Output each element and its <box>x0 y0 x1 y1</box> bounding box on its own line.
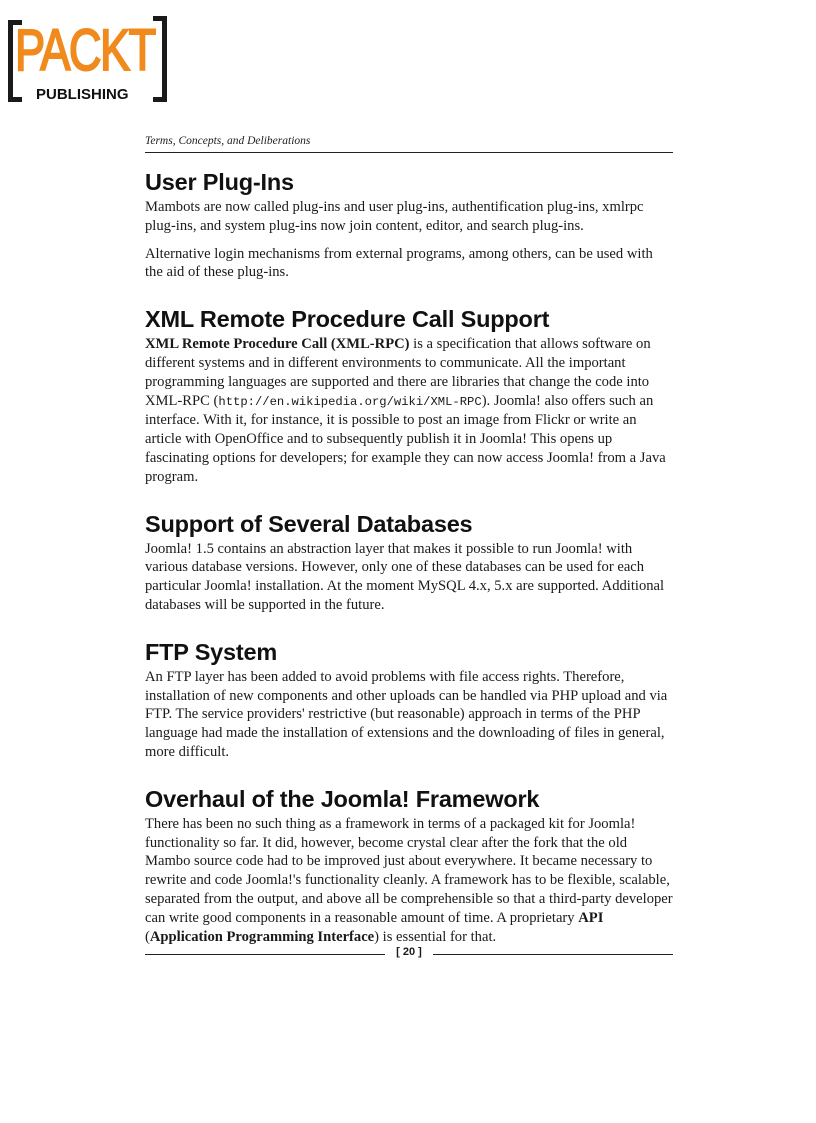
page-footer <box>145 945 673 963</box>
wikipedia-url[interactable]: http://en.wikipedia.org/wiki/XML-RPC <box>218 394 482 409</box>
section-heading-framework: Overhaul of the Joomla! Framework <box>145 785 540 812</box>
paragraph: Mambots are now called plug-ins and user plug-ins, authentification plug-ins, xmlrpc plug-ins, and system plug-ins now join content, editor, and search plug-ins. <box>145 199 644 234</box>
logo-wordmark: PACKT <box>15 18 155 83</box>
section-heading-xml-rpc: XML Remote Procedure Call Support <box>145 306 550 333</box>
logo-right-bracket <box>153 16 167 102</box>
section-heading-databases: Support of Several Databases <box>145 510 473 537</box>
bold-term: Application Programming Interface <box>149 928 375 945</box>
paragraph: XML Remote Procedure Call (XML-RPC) is a specification that allows software on different systems and in different environments to communicate. All the important programming languages are supported and there are libraries that change the code into XML-RPC (http://en.wikipedia.org/wiki/XML-RPC). Joomla! also offers such an interface. With it, for instance, it is possible to post an image from Flickr or write an article with OpenOffice and to subsequently publish it in Joomla! This opens up fascinating options for developers; for example they can now access Joomla! from a Java program. <box>145 336 666 485</box>
paragraph: There has been no such thing as a framework in terms of a packaged kit for Joomla! functionality so far. It did, however, become crystal clear after the fork that the old Mambo source code had to be improved just about everywhere. It became necessary to rewrite and code Joomla!'s functionality cleanly. A framework has to be flexible, scalable, separated from the output, and above all be comprehensible so that a third-party developer can write good components in a reasonable amount of time. A proprietary API (Application Programming Interface) is essential for that. <box>145 815 673 945</box>
paragraph: An FTP layer has been added to avoid problems with file access rights. Therefore, installation of new components and other uploads can be handled via PHP upload and via FTP. The service providers' restrictive (but reasonable) approach in terms of the PHP language had made the installation of extensions and the downloading of files in general, more difficult. <box>145 668 668 760</box>
paragraph: Joomla! 1.5 contains an abstraction layer that makes it possible to run Joomla! with various database versions. However, only one of these databases can be used for each particular Joomla! installation. At the moment MySQL 4.x, 5.x are supported. Additional databases will be supported in the future. <box>145 540 665 613</box>
page-number: [ 20 ] <box>396 946 422 958</box>
paragraph: Alternative login mechanisms from external programs, among others, can be used with the aid of these plug-ins. <box>145 245 653 281</box>
publisher-logo <box>3 14 169 108</box>
logo-subtitle: PUBLISHING <box>33 86 132 104</box>
running-head: Terms, Concepts, and Deliberations <box>145 134 673 153</box>
section-heading-ftp-system: FTP System <box>145 638 278 665</box>
bold-term: API <box>578 909 604 926</box>
bold-term: XML Remote Procedure Call (XML-RPC) <box>145 336 410 353</box>
section-heading-user-plugins: User Plug-Ins <box>145 169 294 195</box>
page-body <box>145 134 673 946</box>
footer-rule-right <box>433 954 673 955</box>
